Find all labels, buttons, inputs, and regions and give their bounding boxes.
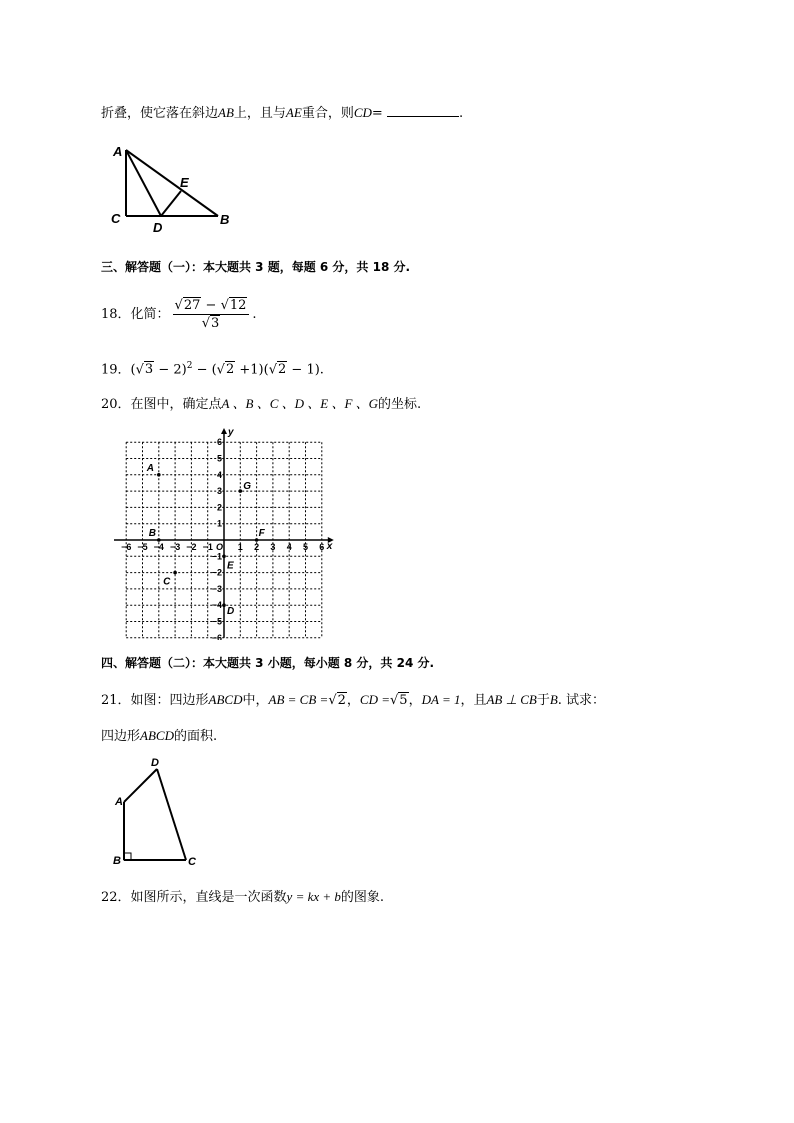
section-4-title: 四、解答题（二）：本大题共 3 小题，每小题 8 分，共 24 分.	[101, 656, 435, 670]
point-e	[222, 555, 226, 559]
y-tick-label: 2	[216, 502, 222, 513]
y-tick-label: 4	[216, 469, 222, 480]
point-g	[239, 489, 243, 493]
segment-de	[161, 191, 181, 216]
y-tick-label: −2	[211, 567, 222, 578]
point-label-a: A	[146, 462, 155, 474]
point-label-c: C	[163, 576, 171, 588]
side-ab	[126, 150, 218, 216]
question-19: 19．$(√3 - 2)^2 - (√2 +1)(√2 - 1)$.	[101, 361, 324, 378]
x-tick-label: −6	[121, 542, 132, 552]
y-tick-label: −3	[211, 583, 222, 594]
label-c: C	[188, 856, 196, 868]
x-axis-label: x	[326, 541, 333, 552]
q17-text: 折叠，使它落在斜边AB上，且与AE重合，则CD= .	[101, 105, 464, 121]
question-21-line-2: 四边形ABCD的面积.	[101, 728, 218, 744]
point-label-b: B	[148, 528, 157, 539]
y-tick-label: −5	[211, 616, 222, 627]
point-d	[222, 603, 226, 607]
label-b: B	[220, 212, 230, 227]
q21-quadrilateral-figure	[108, 752, 208, 872]
q17-triangle-figure	[105, 140, 245, 236]
x-tick-label: −1	[202, 542, 213, 552]
point-label-g: G	[243, 481, 252, 493]
side-cd	[157, 769, 186, 860]
point-c	[173, 571, 177, 575]
label-d: D	[151, 757, 159, 769]
question-20: 20．在图中，确定点A 、B 、C 、D 、E 、F 、G的坐标.	[101, 396, 422, 412]
coordinate-grid	[112, 426, 338, 640]
y-tick-label: 5	[216, 453, 222, 464]
point-a	[157, 473, 161, 477]
right-angle-mark	[124, 853, 131, 860]
y-tick-label: 1	[216, 518, 222, 529]
point-label-d: D	[227, 606, 235, 618]
label-d: D	[153, 220, 163, 235]
answer-blank	[387, 104, 459, 117]
y-tick-label: 6	[216, 437, 222, 448]
x-tick-label: 4	[286, 542, 292, 552]
x-tick-label: 5	[302, 542, 309, 552]
point-label-f: F	[258, 528, 265, 539]
segment-ad	[126, 150, 161, 216]
y-tick-label: 3	[216, 486, 222, 497]
x-tick-label: −3	[169, 542, 181, 552]
label-b: B	[113, 855, 121, 867]
point-label-e: E	[227, 560, 234, 572]
question-18: 18．化简： $\frac{√27 - √12}{√3}$ .	[101, 298, 257, 331]
origin-label: O	[215, 542, 223, 552]
y-axis-label: y	[228, 427, 234, 438]
section-3-title: 三、解答题（一）：本大题共 3 题，每题 6 分，共 18 分.	[101, 260, 411, 274]
point-b	[157, 538, 161, 542]
x-tick-label: 3	[270, 542, 276, 552]
question-21-line-1: 21．如图：四边形ABCD中，AB = CB =√2，CD =√5，DA = 1，且AB ⊥ CB于B. 试求：	[101, 692, 606, 708]
label-a: A	[115, 796, 123, 808]
y-tick-label: −6	[211, 632, 222, 640]
x-tick-label: 6	[319, 542, 325, 552]
x-tick-label: −5	[137, 542, 148, 552]
question-22: 22．如图所示，直线是一次函数y = kx + b的图象.	[101, 889, 385, 905]
y-tick-label: −1	[211, 551, 222, 562]
y-axis-arrow	[221, 428, 227, 434]
x-tick-label: −2	[186, 542, 197, 552]
label-a: A	[113, 144, 123, 159]
x-tick-label: 1	[237, 542, 243, 552]
x-tick-label: −4	[153, 542, 164, 552]
label-e: E	[180, 175, 189, 190]
side-da	[124, 769, 157, 802]
x-tick-label: 2	[254, 542, 260, 552]
label-c: C	[111, 211, 121, 226]
y-tick-label: −4	[211, 600, 222, 611]
q18-fraction: $\frac{√27 - √12}{√3}$	[173, 297, 250, 332]
